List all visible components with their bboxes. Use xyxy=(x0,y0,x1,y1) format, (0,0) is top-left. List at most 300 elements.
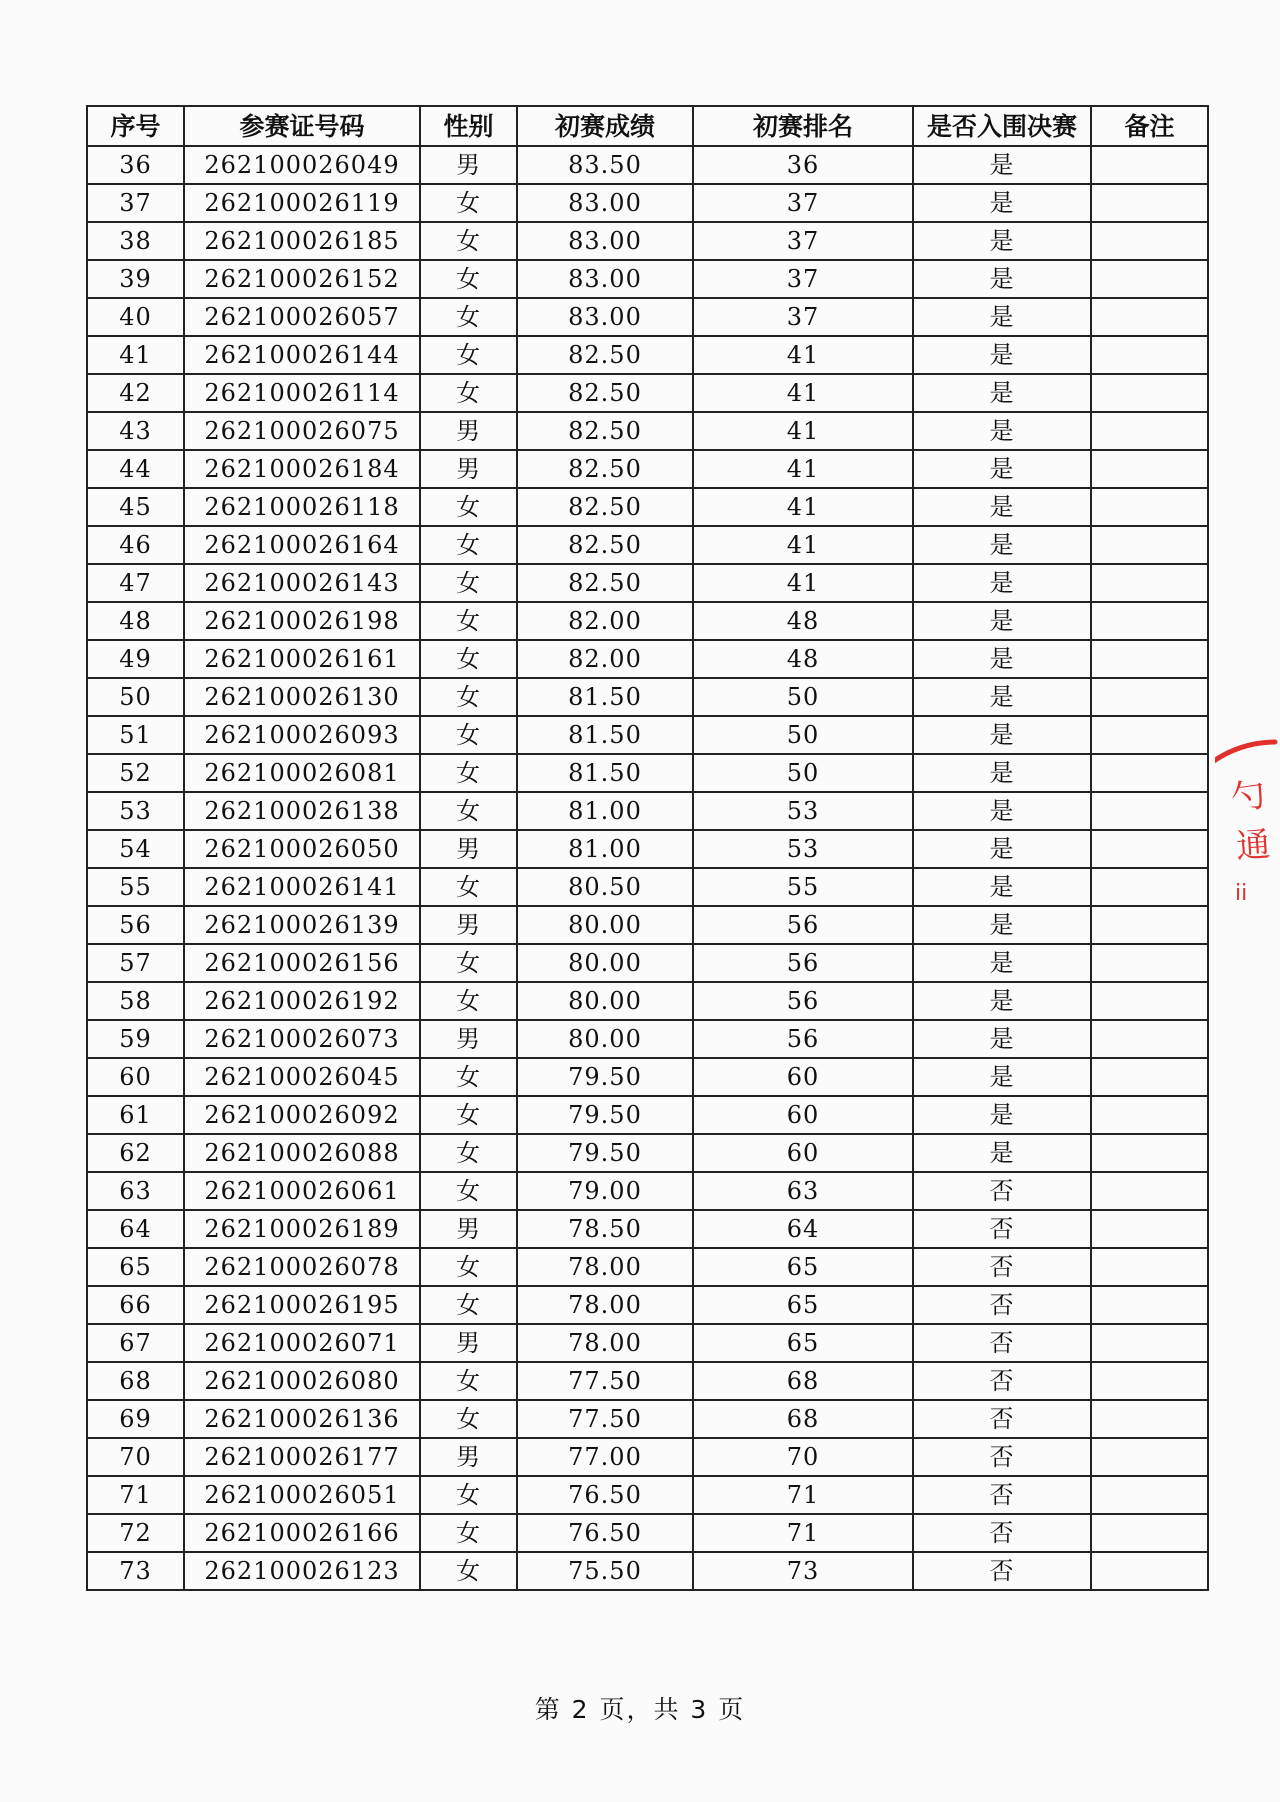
cell-prelim-rank: 68 xyxy=(693,1362,913,1400)
cell-gender: 男 xyxy=(420,830,517,868)
cell-index: 67 xyxy=(87,1324,184,1362)
cell-index: 48 xyxy=(87,602,184,640)
cell-prelim-rank: 60 xyxy=(693,1134,913,1172)
table-row xyxy=(87,792,1208,830)
cell-remarks xyxy=(1091,1324,1208,1362)
cell-finalist: 是 xyxy=(913,982,1091,1020)
cell-index: 58 xyxy=(87,982,184,1020)
table-row xyxy=(87,412,1208,450)
results-table xyxy=(86,105,1209,1591)
cell-prelim-rank: 41 xyxy=(693,526,913,564)
cell-entry-number: 262100026051 xyxy=(184,1476,420,1514)
cell-index: 53 xyxy=(87,792,184,830)
cell-finalist: 是 xyxy=(913,526,1091,564)
cell-finalist: 否 xyxy=(913,1248,1091,1286)
cell-prelim-score: 83.50 xyxy=(517,146,693,184)
table-row xyxy=(87,1058,1208,1096)
cell-prelim-score: 83.00 xyxy=(517,222,693,260)
cell-finalist: 是 xyxy=(913,374,1091,412)
cell-entry-number: 262100026164 xyxy=(184,526,420,564)
cell-index: 45 xyxy=(87,488,184,526)
header-remarks: 备注 xyxy=(1091,106,1208,146)
cell-prelim-score: 83.00 xyxy=(517,184,693,222)
cell-remarks xyxy=(1091,564,1208,602)
header-prelim-rank: 初赛排名 xyxy=(693,106,913,146)
cell-prelim-score: 78.00 xyxy=(517,1324,693,1362)
cell-gender: 女 xyxy=(420,222,517,260)
cell-entry-number: 262100026080 xyxy=(184,1362,420,1400)
cell-prelim-rank: 37 xyxy=(693,184,913,222)
cell-gender: 女 xyxy=(420,1362,517,1400)
cell-gender: 男 xyxy=(420,146,517,184)
cell-finalist: 否 xyxy=(913,1552,1091,1590)
cell-index: 61 xyxy=(87,1096,184,1134)
cell-gender: 男 xyxy=(420,450,517,488)
cell-remarks xyxy=(1091,374,1208,412)
cell-finalist: 是 xyxy=(913,754,1091,792)
table-row xyxy=(87,1134,1208,1172)
cell-index: 63 xyxy=(87,1172,184,1210)
cell-finalist: 否 xyxy=(913,1286,1091,1324)
cell-finalist: 是 xyxy=(913,184,1091,222)
cell-gender: 女 xyxy=(420,184,517,222)
cell-gender: 女 xyxy=(420,868,517,906)
cell-entry-number: 262100026189 xyxy=(184,1210,420,1248)
svg-text:ii: ii xyxy=(1235,881,1248,906)
cell-gender: 女 xyxy=(420,678,517,716)
cell-remarks xyxy=(1091,1362,1208,1400)
cell-gender: 男 xyxy=(420,1020,517,1058)
cell-remarks xyxy=(1091,336,1208,374)
cell-prelim-score: 83.00 xyxy=(517,298,693,336)
table-header xyxy=(87,106,1208,146)
cell-prelim-score: 80.00 xyxy=(517,944,693,982)
cell-remarks xyxy=(1091,450,1208,488)
cell-gender: 女 xyxy=(420,260,517,298)
cell-gender: 女 xyxy=(420,1286,517,1324)
table-row xyxy=(87,640,1208,678)
table-row xyxy=(87,450,1208,488)
cell-prelim-rank: 48 xyxy=(693,602,913,640)
cell-remarks xyxy=(1091,1438,1208,1476)
table-row xyxy=(87,564,1208,602)
header-row xyxy=(87,106,1208,146)
cell-gender: 女 xyxy=(420,1552,517,1590)
table-row xyxy=(87,1096,1208,1134)
cell-entry-number: 262100026198 xyxy=(184,602,420,640)
cell-gender: 男 xyxy=(420,1210,517,1248)
cell-remarks xyxy=(1091,146,1208,184)
cell-remarks xyxy=(1091,602,1208,640)
cell-entry-number: 262100026081 xyxy=(184,754,420,792)
cell-entry-number: 262100026166 xyxy=(184,1514,420,1552)
cell-gender: 女 xyxy=(420,488,517,526)
cell-index: 71 xyxy=(87,1476,184,1514)
table-body xyxy=(87,146,1208,1590)
cell-gender: 男 xyxy=(420,1438,517,1476)
cell-entry-number: 262100026177 xyxy=(184,1438,420,1476)
table-row xyxy=(87,906,1208,944)
cell-finalist: 是 xyxy=(913,298,1091,336)
cell-gender: 女 xyxy=(420,336,517,374)
cell-index: 47 xyxy=(87,564,184,602)
cell-remarks xyxy=(1091,488,1208,526)
cell-prelim-rank: 36 xyxy=(693,146,913,184)
cell-finalist: 是 xyxy=(913,488,1091,526)
cell-prelim-rank: 60 xyxy=(693,1096,913,1134)
cell-index: 46 xyxy=(87,526,184,564)
cell-index: 73 xyxy=(87,1552,184,1590)
cell-index: 66 xyxy=(87,1286,184,1324)
table-row xyxy=(87,336,1208,374)
cell-remarks xyxy=(1091,1134,1208,1172)
cell-entry-number: 262100026184 xyxy=(184,450,420,488)
header-prelim-score: 初赛成绩 xyxy=(517,106,693,146)
cell-index: 36 xyxy=(87,146,184,184)
cell-gender: 女 xyxy=(420,1058,517,1096)
cell-index: 39 xyxy=(87,260,184,298)
cell-entry-number: 262100026136 xyxy=(184,1400,420,1438)
cell-remarks xyxy=(1091,792,1208,830)
cell-prelim-rank: 70 xyxy=(693,1438,913,1476)
cell-entry-number: 262100026195 xyxy=(184,1286,420,1324)
cell-finalist: 否 xyxy=(913,1362,1091,1400)
cell-entry-number: 262100026075 xyxy=(184,412,420,450)
cell-prelim-score: 81.00 xyxy=(517,830,693,868)
cell-prelim-rank: 60 xyxy=(693,1058,913,1096)
cell-finalist: 否 xyxy=(913,1172,1091,1210)
cell-gender: 女 xyxy=(420,526,517,564)
cell-remarks xyxy=(1091,1210,1208,1248)
cell-index: 52 xyxy=(87,754,184,792)
cell-prelim-rank: 37 xyxy=(693,222,913,260)
cell-entry-number: 262100026139 xyxy=(184,906,420,944)
header-index: 序号 xyxy=(87,106,184,146)
cell-prelim-score: 82.50 xyxy=(517,374,693,412)
cell-prelim-score: 76.50 xyxy=(517,1476,693,1514)
cell-prelim-rank: 37 xyxy=(693,260,913,298)
cell-gender: 女 xyxy=(420,1514,517,1552)
table-row xyxy=(87,1438,1208,1476)
cell-remarks xyxy=(1091,1400,1208,1438)
cell-prelim-rank: 71 xyxy=(693,1514,913,1552)
cell-prelim-rank: 64 xyxy=(693,1210,913,1248)
cell-finalist: 是 xyxy=(913,1134,1091,1172)
page-number-footer: 第 2 页，共 3 页 xyxy=(534,1695,746,1724)
cell-index: 59 xyxy=(87,1020,184,1058)
cell-finalist: 否 xyxy=(913,1514,1091,1552)
cell-finalist: 否 xyxy=(913,1400,1091,1438)
cell-prelim-rank: 53 xyxy=(693,830,913,868)
cell-finalist: 是 xyxy=(913,1096,1091,1134)
cell-gender: 女 xyxy=(420,1400,517,1438)
cell-remarks xyxy=(1091,298,1208,336)
cell-prelim-score: 82.50 xyxy=(517,450,693,488)
cell-remarks xyxy=(1091,830,1208,868)
table-row xyxy=(87,1476,1208,1514)
cell-index: 50 xyxy=(87,678,184,716)
cell-finalist: 是 xyxy=(913,678,1091,716)
cell-finalist: 是 xyxy=(913,640,1091,678)
cell-remarks xyxy=(1091,1096,1208,1134)
cell-prelim-score: 81.50 xyxy=(517,716,693,754)
cell-gender: 女 xyxy=(420,374,517,412)
cell-finalist: 是 xyxy=(913,868,1091,906)
table-row xyxy=(87,488,1208,526)
cell-finalist: 是 xyxy=(913,906,1091,944)
cell-index: 43 xyxy=(87,412,184,450)
cell-prelim-score: 77.00 xyxy=(517,1438,693,1476)
table-row xyxy=(87,716,1208,754)
cell-index: 38 xyxy=(87,222,184,260)
cell-prelim-score: 80.00 xyxy=(517,1020,693,1058)
header-gender: 性别 xyxy=(420,106,517,146)
cell-remarks xyxy=(1091,222,1208,260)
table-row xyxy=(87,1210,1208,1248)
cell-entry-number: 262100026114 xyxy=(184,374,420,412)
cell-entry-number: 262100026088 xyxy=(184,1134,420,1172)
cell-prelim-rank: 56 xyxy=(693,982,913,1020)
cell-remarks xyxy=(1091,1476,1208,1514)
table-row xyxy=(87,868,1208,906)
cell-prelim-rank: 37 xyxy=(693,298,913,336)
cell-finalist: 是 xyxy=(913,792,1091,830)
cell-index: 51 xyxy=(87,716,184,754)
cell-index: 56 xyxy=(87,906,184,944)
cell-prelim-score: 82.50 xyxy=(517,488,693,526)
cell-prelim-score: 79.00 xyxy=(517,1172,693,1210)
table-row xyxy=(87,260,1208,298)
table-row xyxy=(87,1400,1208,1438)
cell-gender: 女 xyxy=(420,298,517,336)
cell-remarks xyxy=(1091,1172,1208,1210)
cell-finalist: 否 xyxy=(913,1438,1091,1476)
cell-finalist: 是 xyxy=(913,716,1091,754)
cell-prelim-score: 82.50 xyxy=(517,336,693,374)
cell-finalist: 是 xyxy=(913,830,1091,868)
table-row xyxy=(87,1286,1208,1324)
cell-gender: 女 xyxy=(420,754,517,792)
cell-index: 64 xyxy=(87,1210,184,1248)
official-seal-stamp xyxy=(1215,730,1280,980)
table-row xyxy=(87,374,1208,412)
table-row xyxy=(87,1248,1208,1286)
cell-entry-number: 262100026156 xyxy=(184,944,420,982)
cell-remarks xyxy=(1091,944,1208,982)
cell-gender: 女 xyxy=(420,1096,517,1134)
cell-finalist: 是 xyxy=(913,222,1091,260)
cell-prelim-rank: 50 xyxy=(693,754,913,792)
cell-index: 54 xyxy=(87,830,184,868)
cell-prelim-rank: 65 xyxy=(693,1286,913,1324)
table-row xyxy=(87,830,1208,868)
cell-remarks xyxy=(1091,526,1208,564)
cell-entry-number: 262100026071 xyxy=(184,1324,420,1362)
header-entry-number: 参赛证号码 xyxy=(184,106,420,146)
svg-text:通: 通 xyxy=(1234,824,1272,867)
cell-index: 65 xyxy=(87,1248,184,1286)
cell-remarks xyxy=(1091,640,1208,678)
cell-prelim-rank: 41 xyxy=(693,374,913,412)
cell-prelim-score: 76.50 xyxy=(517,1514,693,1552)
cell-gender: 女 xyxy=(420,1134,517,1172)
cell-gender: 男 xyxy=(420,906,517,944)
cell-entry-number: 262100026118 xyxy=(184,488,420,526)
cell-prelim-rank: 65 xyxy=(693,1324,913,1362)
cell-index: 55 xyxy=(87,868,184,906)
cell-remarks xyxy=(1091,412,1208,450)
cell-index: 41 xyxy=(87,336,184,374)
cell-prelim-rank: 68 xyxy=(693,1400,913,1438)
cell-entry-number: 262100026192 xyxy=(184,982,420,1020)
cell-prelim-rank: 41 xyxy=(693,412,913,450)
cell-prelim-rank: 50 xyxy=(693,716,913,754)
cell-remarks xyxy=(1091,1514,1208,1552)
cell-finalist: 是 xyxy=(913,564,1091,602)
cell-index: 68 xyxy=(87,1362,184,1400)
cell-remarks xyxy=(1091,1286,1208,1324)
cell-entry-number: 262100026050 xyxy=(184,830,420,868)
cell-finalist: 否 xyxy=(913,1210,1091,1248)
cell-index: 72 xyxy=(87,1514,184,1552)
cell-prelim-score: 79.50 xyxy=(517,1134,693,1172)
cell-finalist: 是 xyxy=(913,602,1091,640)
table-row xyxy=(87,1020,1208,1058)
cell-index: 37 xyxy=(87,184,184,222)
cell-gender: 女 xyxy=(420,1476,517,1514)
cell-finalist: 是 xyxy=(913,1058,1091,1096)
cell-entry-number: 262100026119 xyxy=(184,184,420,222)
cell-remarks xyxy=(1091,868,1208,906)
cell-prelim-score: 79.50 xyxy=(517,1058,693,1096)
cell-prelim-score: 82.00 xyxy=(517,640,693,678)
cell-prelim-score: 78.00 xyxy=(517,1248,693,1286)
cell-remarks xyxy=(1091,982,1208,1020)
cell-gender: 女 xyxy=(420,944,517,982)
cell-remarks xyxy=(1091,716,1208,754)
cell-prelim-rank: 55 xyxy=(693,868,913,906)
cell-remarks xyxy=(1091,1248,1208,1286)
cell-index: 62 xyxy=(87,1134,184,1172)
cell-prelim-score: 79.50 xyxy=(517,1096,693,1134)
cell-prelim-rank: 65 xyxy=(693,1248,913,1286)
cell-entry-number: 262100026161 xyxy=(184,640,420,678)
cell-prelim-rank: 56 xyxy=(693,944,913,982)
cell-entry-number: 262100026130 xyxy=(184,678,420,716)
cell-entry-number: 262100026078 xyxy=(184,1248,420,1286)
cell-finalist: 是 xyxy=(913,336,1091,374)
cell-entry-number: 262100026141 xyxy=(184,868,420,906)
cell-gender: 男 xyxy=(420,412,517,450)
cell-remarks xyxy=(1091,906,1208,944)
cell-remarks xyxy=(1091,678,1208,716)
table-row xyxy=(87,1362,1208,1400)
cell-finalist: 是 xyxy=(913,450,1091,488)
cell-prelim-score: 81.50 xyxy=(517,754,693,792)
cell-index: 49 xyxy=(87,640,184,678)
cell-prelim-rank: 63 xyxy=(693,1172,913,1210)
table-row xyxy=(87,1514,1208,1552)
cell-index: 57 xyxy=(87,944,184,982)
cell-finalist: 是 xyxy=(913,146,1091,184)
cell-prelim-score: 78.00 xyxy=(517,1286,693,1324)
cell-prelim-rank: 48 xyxy=(693,640,913,678)
cell-gender: 女 xyxy=(420,640,517,678)
cell-prelim-rank: 41 xyxy=(693,450,913,488)
cell-gender: 女 xyxy=(420,564,517,602)
table-row xyxy=(87,1552,1208,1590)
cell-prelim-score: 81.50 xyxy=(517,678,693,716)
cell-gender: 男 xyxy=(420,1324,517,1362)
table-row xyxy=(87,222,1208,260)
cell-prelim-rank: 50 xyxy=(693,678,913,716)
cell-prelim-score: 83.00 xyxy=(517,260,693,298)
cell-prelim-score: 82.50 xyxy=(517,412,693,450)
table-row xyxy=(87,146,1208,184)
table-row xyxy=(87,678,1208,716)
cell-index: 69 xyxy=(87,1400,184,1438)
cell-prelim-score: 81.00 xyxy=(517,792,693,830)
cell-prelim-rank: 41 xyxy=(693,564,913,602)
cell-prelim-rank: 71 xyxy=(693,1476,913,1514)
cell-prelim-score: 80.00 xyxy=(517,906,693,944)
cell-prelim-score: 82.50 xyxy=(517,526,693,564)
table-row xyxy=(87,298,1208,336)
cell-remarks xyxy=(1091,184,1208,222)
cell-gender: 女 xyxy=(420,602,517,640)
cell-prelim-rank: 53 xyxy=(693,792,913,830)
svg-text:勺: 勺 xyxy=(1228,774,1268,819)
cell-remarks xyxy=(1091,1552,1208,1590)
header-finalist: 是否入围决赛 xyxy=(913,106,1091,146)
table-row xyxy=(87,602,1208,640)
cell-index: 60 xyxy=(87,1058,184,1096)
cell-gender: 女 xyxy=(420,1172,517,1210)
cell-prelim-rank: 56 xyxy=(693,906,913,944)
cell-entry-number: 262100026093 xyxy=(184,716,420,754)
cell-finalist: 是 xyxy=(913,412,1091,450)
cell-gender: 女 xyxy=(420,716,517,754)
cell-finalist: 是 xyxy=(913,944,1091,982)
cell-prelim-score: 78.50 xyxy=(517,1210,693,1248)
cell-index: 70 xyxy=(87,1438,184,1476)
cell-entry-number: 262100026092 xyxy=(184,1096,420,1134)
cell-entry-number: 262100026144 xyxy=(184,336,420,374)
cell-prelim-score: 80.00 xyxy=(517,982,693,1020)
cell-entry-number: 262100026061 xyxy=(184,1172,420,1210)
cell-entry-number: 262100026185 xyxy=(184,222,420,260)
cell-prelim-score: 82.50 xyxy=(517,564,693,602)
table-row xyxy=(87,982,1208,1020)
cell-remarks xyxy=(1091,1058,1208,1096)
cell-prelim-rank: 56 xyxy=(693,1020,913,1058)
cell-prelim-rank: 73 xyxy=(693,1552,913,1590)
cell-gender: 女 xyxy=(420,982,517,1020)
cell-entry-number: 262100026073 xyxy=(184,1020,420,1058)
cell-entry-number: 262100026057 xyxy=(184,298,420,336)
cell-remarks xyxy=(1091,260,1208,298)
cell-entry-number: 262100026138 xyxy=(184,792,420,830)
cell-gender: 女 xyxy=(420,792,517,830)
cell-prelim-score: 77.50 xyxy=(517,1362,693,1400)
cell-finalist: 是 xyxy=(913,1020,1091,1058)
table-row xyxy=(87,1324,1208,1362)
cell-entry-number: 262100026152 xyxy=(184,260,420,298)
cell-entry-number: 262100026143 xyxy=(184,564,420,602)
table-row xyxy=(87,754,1208,792)
table-row xyxy=(87,944,1208,982)
table-row xyxy=(87,1172,1208,1210)
